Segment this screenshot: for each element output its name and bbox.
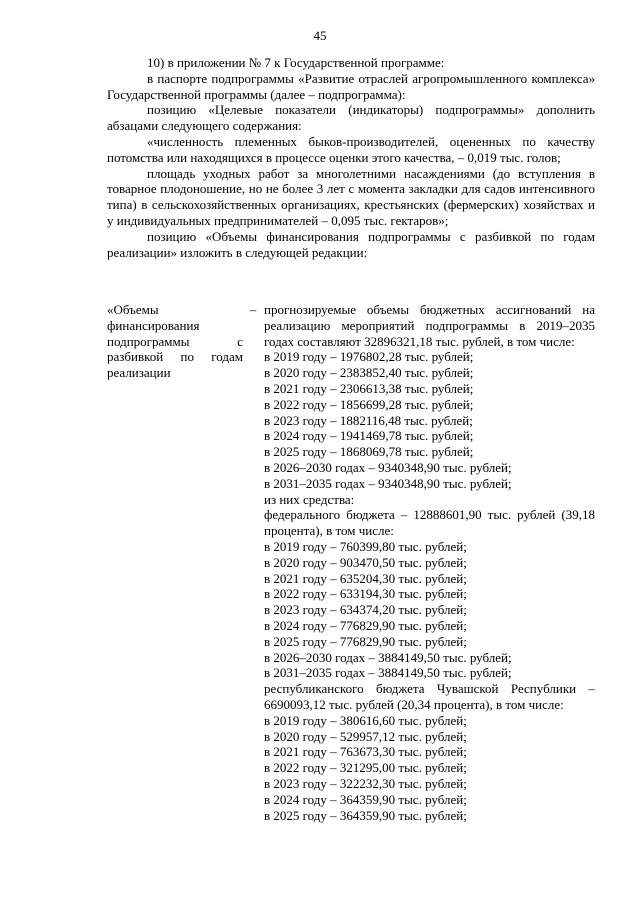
financing-intro: прогнозируемые объемы бюджетных ассигнований на реализацию мероприятий подпрограммы в 2019–2035 годах составляют 32896321,18 тыс. рублей, в том числе: [264, 302, 595, 349]
federal-year-row: в 2019 году – 760399,80 тыс. рублей; [264, 538, 467, 554]
federal-year-row: в 2020 году – 903470,50 тыс. рублей; [264, 554, 467, 570]
republic-year-row: в 2021 году – 763673,30 тыс. рублей; [264, 744, 467, 760]
paragraph: 10) в приложении № 7 к Государственной программе: [147, 55, 445, 70]
republic-year-row: в 2019 году – 380616,60 тыс. рублей; [264, 712, 467, 728]
total-year-row: в 2031–2035 годах – 9340348,90 тыс. рублей; [264, 475, 512, 491]
table-right-cell [264, 302, 595, 823]
federal-year-row: в 2025 году – 776829,90 тыс. рублей; [264, 633, 467, 649]
republic-intro: республиканского бюджета Чувашской Республики – 6690093,12 тыс. рублей (20,34 процента), в том числе: [264, 681, 595, 712]
total-year-row: в 2023 году – 1882116,48 тыс. рублей; [264, 412, 473, 428]
republic-year-row: в 2025 году – 364359,90 тыс. рублей; [264, 807, 467, 823]
table-left-cell: «Объемы финансирования подпрограммы с разбивкой по годам реализации [107, 302, 243, 381]
federal-year-row: в 2023 году – 634374,20 тыс. рублей; [264, 602, 467, 618]
republic-year-row: в 2022 году – 321295,00 тыс. рублей; [264, 760, 467, 776]
paragraph: в паспорте подпрограммы «Развитие отраслей агропромышленного комплекса» Государственной программы (далее – подпрограмма): [107, 70, 595, 102]
republic-year-row: в 2020 году – 529957,12 тыс. рублей; [264, 728, 467, 744]
total-year-row: в 2019 году – 1976802,28 тыс. рублей; [264, 349, 474, 365]
federal-year-row: в 2021 году – 635204,30 тыс. рублей; [264, 570, 467, 586]
total-year-row: в 2020 году – 2383852,40 тыс. рублей; [264, 365, 474, 381]
republic-year-row: в 2023 году – 322232,30 тыс. рублей; [264, 775, 467, 791]
republic-year-row: в 2024 году – 364359,90 тыс. рублей; [264, 791, 467, 807]
federal-year-row: в 2031–2035 годах – 3884149,50 тыс. рублей; [264, 665, 512, 681]
paragraph: позицию «Объемы финансирования подпрограммы с разбивкой по годам реализации» изложить в следующей редакции: [107, 228, 595, 260]
document-body [107, 55, 595, 260]
paragraph: «численность племенных быков-производителей, оцененных по качеству потомства или находящихся в процессе оценки этого качества, – 0,019 тыс. голов; [107, 133, 595, 165]
sources-label: из них средства: [264, 491, 355, 507]
page-number: 45 [313, 28, 327, 43]
table-dash: – [249, 302, 257, 317]
total-year-row: в 2021 году – 2306613,38 тыс. рублей; [264, 380, 474, 396]
total-year-row: в 2024 году – 1941469,78 тыс. рублей; [264, 428, 474, 444]
federal-intro: федерального бюджета – 12888601,90 тыс. рублей (39,18 процента), в том числе: [264, 507, 595, 539]
paragraph: позицию «Целевые показатели (индикаторы) подпрограммы» дополнить абзацами следующего содержания: [107, 102, 595, 134]
federal-year-row: в 2022 году – 633194,30 тыс. рублей; [264, 586, 467, 602]
total-year-row: в 2026–2030 годах – 9340348,90 тыс. рублей; [264, 459, 512, 475]
total-year-row: в 2025 году – 1868069,78 тыс. рублей; [264, 444, 474, 460]
federal-year-row: в 2024 году – 776829,90 тыс. рублей; [264, 617, 467, 633]
total-year-row: в 2022 году – 1856699,28 тыс. рублей; [264, 396, 474, 412]
paragraph: площадь уходных работ за многолетними насаждениями (до вступления в товарное плодоношение, но не более 3 лет с момента закладки для садов интенсивного типа) в сельскохозяйственных организациях, крестьянских (фермерских) хозяйствах и у индивидуальных предпринимателей – 0,095 тыс. гектаров»; [107, 165, 595, 228]
federal-year-row: в 2026–2030 годах – 3884149,50 тыс. рублей; [264, 649, 512, 665]
